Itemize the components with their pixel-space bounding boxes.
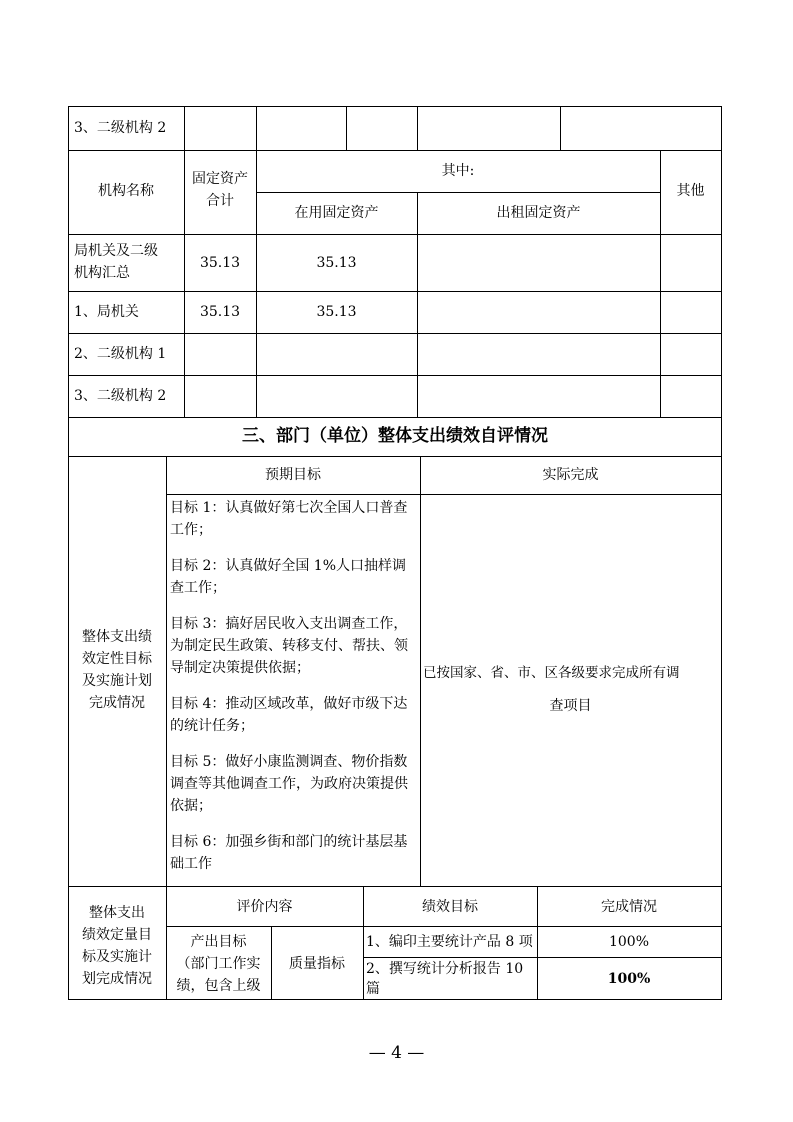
table-border-right [721, 106, 722, 1000]
quality-indicator: 质量指标 [289, 956, 345, 972]
cell-total: 35.13 [199, 304, 241, 320]
cell-in-use: 35.13 [316, 304, 357, 320]
quant-label-line: 整体支出 [89, 905, 145, 921]
actual-line2: 查项目 [549, 698, 592, 714]
row-name: 1、局机关 [74, 304, 139, 320]
qual-label-line: 整体支出绩 [82, 629, 152, 645]
header-total-line1: 固定资产 [192, 171, 248, 187]
row-name-line2: 机构汇总 [74, 265, 130, 281]
target-text: 2、撰写统计分析报告 10 [366, 961, 524, 977]
row-name: 2、二级机构 1 [74, 346, 167, 362]
qual-label-line: 效定性目标 [82, 651, 152, 667]
rule [68, 150, 722, 151]
rule [68, 291, 722, 292]
rule [68, 417, 722, 418]
rule [346, 106, 347, 150]
output-line: 产出目标 [190, 934, 247, 950]
goal-item: 目标 1：认真做好第七次全国人口普查工作； [170, 500, 408, 538]
rule [256, 106, 257, 150]
quant-label-line: 标及实施计 [82, 949, 152, 965]
goal-item: 目标 5：做好小康监测调查、物价指数调查等其他调查工作，为政府决策提供依据； [170, 754, 408, 814]
table-border-left [68, 106, 69, 1000]
rule [166, 456, 167, 1000]
col-expected-goal: 预期目标 [265, 467, 321, 483]
rule [420, 456, 421, 886]
rule [68, 999, 722, 1000]
quant-label-line: 划完成情况 [82, 971, 152, 987]
goal-item: 目标 6：加强乡街和部门的统计基层基础工作 [170, 834, 408, 872]
rule [184, 150, 185, 417]
goal-item: 目标 2：认真做好全国 1%人口抽样调查工作； [170, 558, 407, 596]
header-leased: 出租固定资产 [496, 205, 581, 221]
col-perf-target: 绩效目标 [422, 899, 478, 915]
col-eval-content: 评价内容 [236, 899, 293, 915]
goal-item: 目标 3：搞好居民收入支出调查工作，为制定民生政策、转移支付、帮扶、领导制定决策提供依据； [170, 616, 408, 676]
target-text-cont: 篇 [366, 981, 380, 997]
header-other: 其他 [676, 183, 705, 199]
row-name: 3、二级机构 2 [74, 388, 167, 404]
rule [184, 106, 185, 150]
section-title: 三、部门（单位）整体支出绩效自评情况 [242, 426, 548, 446]
col-actual-complete: 实际完成 [542, 467, 599, 483]
rule [68, 106, 722, 107]
output-line: （部门工作实 [176, 956, 261, 972]
actual-line1: 已按国家、省、市、区各级要求完成所有调 [423, 665, 680, 681]
output-line: 绩，包含上级 [176, 978, 261, 994]
rule [417, 106, 418, 150]
header-in-use: 在用固定资产 [294, 205, 379, 221]
target-status: 100% [608, 934, 650, 950]
cell-in-use: 35.13 [316, 255, 357, 271]
goal-item: 目标 4：推动区域改革，做好市级下达的统计任务； [170, 696, 408, 734]
rule [68, 375, 722, 376]
qual-label-line: 及实施计划 [82, 673, 152, 689]
rule [256, 150, 257, 417]
header-total-line2: 合计 [206, 193, 234, 209]
goal-list [170, 497, 416, 889]
rule [166, 494, 722, 495]
cell-total: 35.13 [199, 255, 241, 271]
qual-label-line: 完成情况 [89, 695, 145, 711]
page-number: — 4 — [368, 1043, 425, 1063]
rule [417, 192, 418, 417]
rule [363, 957, 722, 958]
rule [560, 106, 561, 150]
rule [68, 333, 722, 334]
top-row-label: 3、二级机构 2 [74, 120, 167, 136]
header-org-name: 机构名称 [98, 183, 154, 199]
quant-label-line: 绩效定量目 [82, 927, 152, 943]
rule [256, 192, 661, 193]
target-text: 1、编印主要统计产品 8 项 [366, 934, 533, 950]
header-among: 其中: [441, 163, 475, 179]
rule [166, 926, 722, 927]
col-status: 完成情况 [601, 899, 657, 915]
rule [68, 234, 722, 235]
row-name-line1: 局机关及二级 [74, 243, 158, 259]
target-status: 100% [607, 971, 651, 987]
